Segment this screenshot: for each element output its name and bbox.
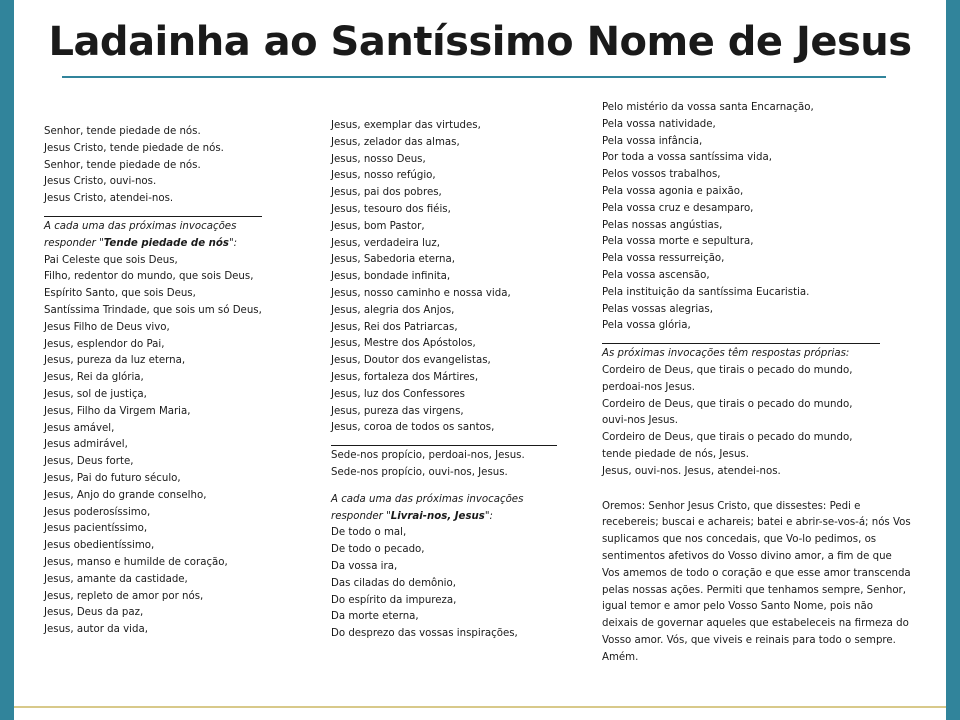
invocation-line: Santíssima Trindade, que sois um só Deus,	[44, 304, 262, 316]
invocation-line: Jesus, bom Pastor,	[331, 220, 425, 232]
agnus-dei-line: Jesus, ouvi-nos. Jesus, atendei-nos.	[602, 465, 781, 477]
invocation-line: Jesus, zelador das almas,	[331, 136, 460, 148]
invocation-line: Jesus poderosíssimo,	[44, 506, 151, 518]
deliverance-line: De todo o mal,	[331, 527, 407, 539]
instruction-prefix: responder "	[331, 510, 391, 522]
invocation-line: Jesus Filho de Deus vivo,	[44, 321, 170, 333]
deliverance-line: De todo o pecado,	[331, 544, 425, 556]
agnus-dei-line: perdoai-nos Jesus.	[602, 381, 696, 393]
invocation-line: Espírito Santo, que sois Deus,	[44, 288, 196, 300]
invocation-line: Pelas nossas angústias,	[602, 219, 723, 231]
opening-line: Jesus Cristo, atendei-nos.	[44, 193, 174, 205]
section-divider	[44, 208, 262, 217]
column-3	[602, 100, 937, 667]
invocation-list	[44, 253, 304, 639]
spacer	[602, 481, 937, 491]
invocation-line: Jesus, sol de justiça,	[44, 388, 147, 400]
page-title: Ladainha ao Santíssimo Nome de Jesus	[48, 19, 912, 65]
invocation-line: Jesus, amante da castidade,	[44, 573, 188, 585]
invocation-line: Jesus, Sabedoria eterna,	[331, 254, 455, 266]
invocation-line: Jesus, repleto de amor por nós,	[44, 590, 204, 602]
invocation-line: Jesus pacientíssimo,	[44, 523, 148, 535]
opening-line: Jesus Cristo, tende piedade de nós.	[44, 142, 224, 154]
instruction-response-line	[331, 509, 581, 526]
invocation-line: Pela vossa ascensão,	[602, 269, 710, 281]
invocation-line: Jesus, Pai do futuro século,	[44, 472, 181, 484]
invocation-line: Filho, redentor do mundo, que sois Deus,	[44, 271, 254, 283]
invocation-line: Jesus, esplendor do Pai,	[44, 338, 165, 350]
invocation-line: Pela vossa morte e sepultura,	[602, 236, 754, 248]
invocation-line: Pela vossa agonia e paixão,	[602, 185, 744, 197]
invocation-line: Jesus, nosso caminho e nossa vida,	[331, 287, 511, 299]
opening-line: Senhor, tende piedade de nós.	[44, 126, 201, 137]
invocation-line: Pela vossa cruz e desamparo,	[602, 202, 754, 214]
response-text: Livrai-nos, Jesus	[390, 510, 485, 522]
invocation-line: Pela instituição da santíssima Eucaristia.	[602, 286, 810, 298]
instruction-suffix: ":	[484, 510, 493, 522]
invocation-line: Jesus, nosso Deus,	[331, 153, 426, 165]
invocation-line: Jesus, Mestre dos Apóstolos,	[331, 338, 476, 350]
invocation-line: Jesus, pureza das virgens,	[331, 405, 464, 417]
invocation-line: Jesus, bondade infinita,	[331, 271, 451, 283]
deliverance-line: Da vossa ira,	[331, 560, 398, 572]
response-text: Tende piedade de nós	[103, 237, 229, 249]
invocation-line: Pela vossa infância,	[602, 135, 703, 147]
agnus-dei-line: Cordeiro de Deus, que tirais o pecado do mundo,	[602, 432, 853, 444]
invocation-line: Pelas vossas alegrias,	[602, 303, 713, 315]
deliverance-list	[331, 525, 581, 643]
agnus-dei-line: tende piedade de nós, Jesus.	[602, 448, 749, 460]
column-1	[44, 124, 304, 639]
invocation-line: Jesus amável,	[44, 422, 115, 434]
invocation-line: Jesus, Doutor dos evangelistas,	[331, 355, 491, 367]
invocation-line: Por toda a vossa santíssima vida,	[602, 152, 772, 164]
agnus-dei-list	[602, 363, 937, 481]
invocation-line: Pelo mistério da vossa santa Encarnação,	[602, 102, 814, 113]
agnus-dei-line: Cordeiro de Deus, que tirais o pecado do mundo,	[602, 364, 853, 376]
invocation-line: Jesus, Rei dos Patriarcas,	[331, 321, 458, 333]
invocation-line: Jesus, tesouro dos fiéis,	[331, 203, 451, 215]
opening-line: Jesus Cristo, ouvi-nos.	[44, 176, 157, 188]
bottom-rule	[14, 706, 946, 708]
invocation-line: Jesus, coroa de todos os santos,	[331, 422, 495, 434]
instruction-response-line	[44, 236, 304, 253]
opening-line: Senhor, tende piedade de nós.	[44, 159, 201, 171]
invocation-line: Jesus, Deus forte,	[44, 456, 134, 468]
section-divider	[331, 437, 557, 446]
agnus-dei-line: Cordeiro de Deus, que tirais o pecado do mundo,	[602, 398, 853, 410]
instruction-text: A cada uma das próximas invocações	[44, 220, 237, 232]
invocation-line: Pela vossa glória,	[602, 320, 691, 332]
deliverance-line: Do desprezo das vossas inspirações,	[331, 628, 518, 640]
invocation-line: Jesus, fortaleza dos Mártires,	[331, 371, 479, 383]
invocation-line: Jesus, Anjo do grande conselho,	[44, 489, 207, 501]
instruction-suffix: ":	[229, 237, 238, 249]
invocation-line: Pelos vossos trabalhos,	[602, 169, 721, 181]
instruction-prefix: responder "	[44, 237, 104, 249]
response-line: Sede-nos propício, perdoai-nos, Jesus.	[331, 450, 525, 462]
invocation-line: Jesus, luz dos Confessores	[331, 388, 465, 400]
closing-prayer: Oremos: Senhor Jesus Cristo, que dissestes: Pedi e recebereis; buscai e achareis; batei e abrir-se-vos-á; nós Vos suplicamos que nos concedais, que Vo-lo pedimos, os sentimentos afetivos do Vosso divino amor, a fim de que Vos amemos de todo o coração e que esse amor transcenda pelas nossas ações. Permiti que tenhamos sempre, Senhor, igual temor e amor pelo Vosso Santo Nome, pois não deixais de governar aqueles que estabeleceis na firmeza do Vosso amor. Vós, que viveis e reinais para todo o sempre. Amém.	[602, 500, 911, 663]
invocation-line: Jesus obedientíssimo,	[44, 540, 155, 552]
invocation-list	[602, 100, 937, 335]
deliverance-line: Da morte eterna,	[331, 611, 419, 623]
invocation-line: Jesus, pai dos pobres,	[331, 187, 442, 199]
slide	[14, 0, 946, 720]
spacer	[331, 482, 581, 492]
invocation-line: Pai Celeste que sois Deus,	[44, 254, 178, 266]
agnus-dei-line: ouvi-nos Jesus.	[602, 415, 679, 427]
section-divider	[602, 335, 880, 344]
invocation-line: Pela vossa ressurreição,	[602, 253, 725, 265]
title-underline	[62, 76, 886, 78]
invocation-line: Jesus admirável,	[44, 439, 128, 451]
invocation-line: Jesus, verdadeira luz,	[331, 237, 440, 249]
invocation-line: Jesus, exemplar das virtudes,	[331, 120, 481, 131]
instruction-text: As próximas invocações têm respostas próprias:	[602, 348, 850, 360]
deliverance-line: Das ciladas do demônio,	[331, 577, 456, 589]
invocation-line: Jesus, manso e humilde de coração,	[44, 556, 228, 568]
invocation-line: Jesus, autor da vida,	[44, 624, 148, 636]
invocation-line: Pela vossa natividade,	[602, 118, 716, 130]
invocation-line: Jesus, alegria dos Anjos,	[331, 304, 455, 316]
invocation-list	[331, 118, 581, 437]
invocation-line: Jesus, Deus da paz,	[44, 607, 144, 619]
column-2	[331, 118, 581, 643]
opening-list	[44, 124, 304, 208]
response-line: Sede-nos propício, ouvi-nos, Jesus.	[331, 466, 508, 478]
invocation-line: Jesus, Rei da glória,	[44, 372, 144, 384]
invocation-line: Jesus, nosso refúgio,	[331, 170, 436, 182]
deliverance-line: Do espírito da impureza,	[331, 594, 457, 606]
instruction-text: A cada uma das próximas invocações	[331, 493, 524, 505]
invocation-line: Jesus, Filho da Virgem Maria,	[44, 405, 191, 417]
invocation-line: Jesus, pureza da luz eterna,	[44, 355, 186, 367]
